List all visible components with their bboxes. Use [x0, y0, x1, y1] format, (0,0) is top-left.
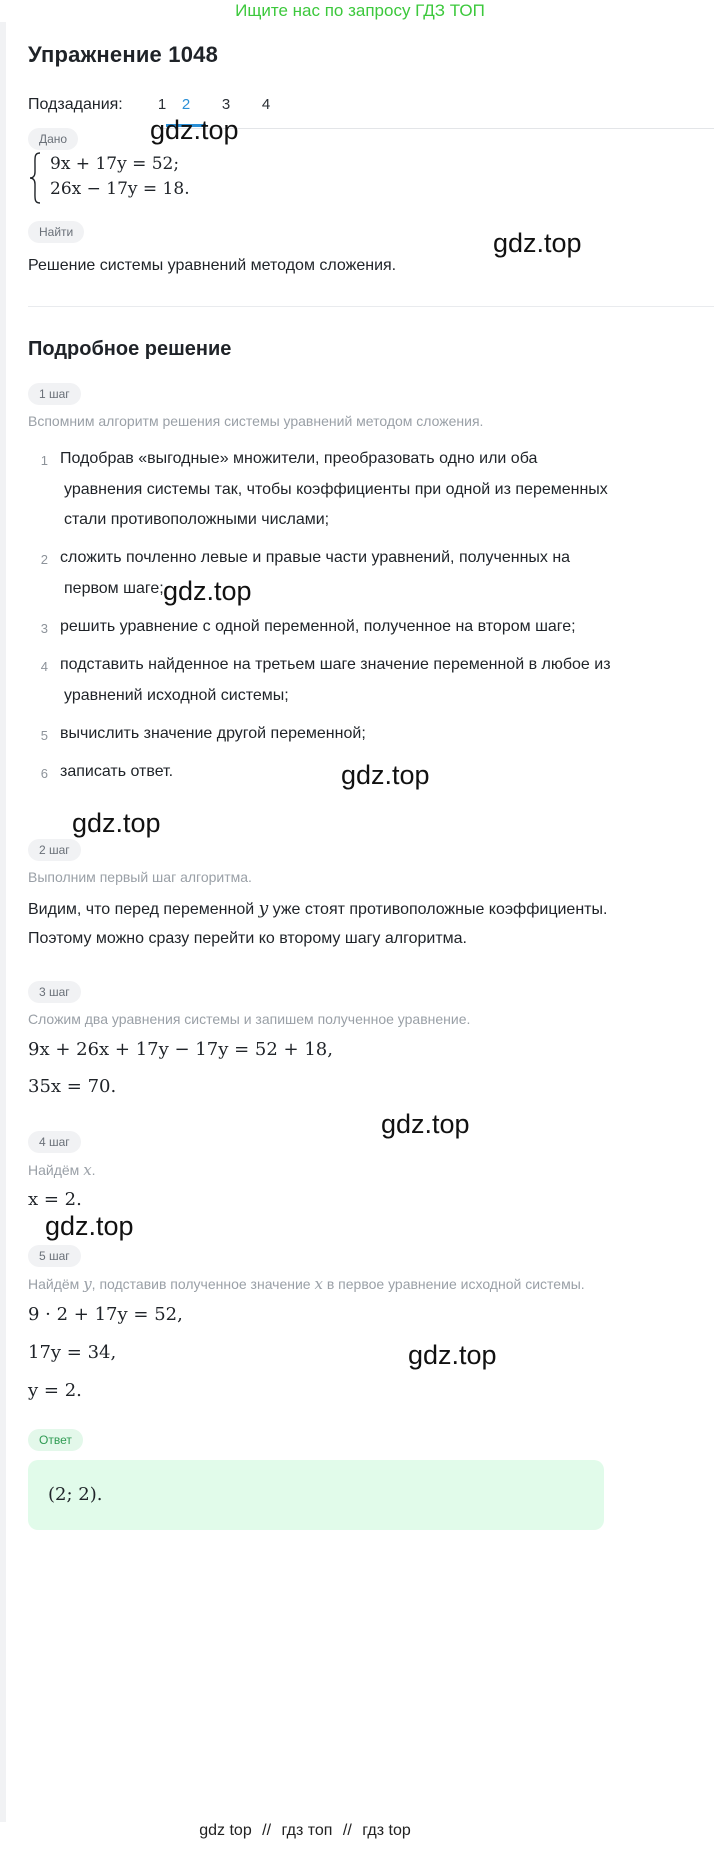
- step-3-equation-1: 9x + 26x + 17y − 17y = 52 + 18,: [28, 1039, 333, 1060]
- tab-subtask-1[interactable]: 1: [157, 96, 167, 113]
- step-3-subtitle: Сложим два уравнения системы и запишем полученное уравнение.: [28, 1011, 471, 1027]
- footer-separator: //: [262, 1822, 272, 1839]
- watermark: gdz.top: [493, 228, 582, 258]
- tab-subtask-4[interactable]: 4: [261, 96, 271, 113]
- equation-system: [28, 152, 228, 204]
- watermark: gdz.top: [72, 808, 161, 838]
- system-equation-1: 9x + 17y = 52;: [50, 154, 180, 174]
- watermark: gdz.top: [45, 1211, 134, 1241]
- step-2-line-2: Поэтому можно сразу перейти ко второму шагу алгоритма.: [28, 930, 467, 947]
- find-text: Решение системы уравнений методом сложения.: [28, 257, 397, 274]
- step-2-line-1: [28, 899, 607, 919]
- list-item-line: подставить найденное на третьем шаге значение переменной в любое из: [60, 656, 611, 673]
- step-5-subtitle-text: в первое уравнение исходной системы.: [326, 1276, 585, 1292]
- variable-y: y: [83, 1275, 92, 1293]
- variable-x: x: [83, 1161, 92, 1179]
- step-2-subtitle: Выполним первый шаг алгоритма.: [28, 869, 252, 885]
- step-1-subtitle: Вспомним алгоритм решения системы уравнений методом сложения.: [28, 413, 484, 429]
- step-2-line-1-start: Видим, что перед переменной: [28, 901, 255, 918]
- tab-subtask-2[interactable]: 2: [166, 84, 206, 127]
- step-4-tag: 4 шаг: [28, 1131, 81, 1153]
- system-equation-2: 26x − 17y = 18.: [50, 179, 190, 199]
- list-item-line: сложить почленно левые и правые части уравнений, полученных на: [60, 549, 571, 566]
- divider: [28, 306, 714, 307]
- brace-icon: [28, 152, 42, 204]
- step-3-tag: 3 шаг: [28, 981, 81, 1003]
- find-tag: Найти: [28, 221, 84, 243]
- footer-separator: //: [342, 1822, 352, 1839]
- watermark: gdz.top: [381, 1109, 470, 1139]
- watermark: gdz.top: [408, 1340, 497, 1370]
- footer-link-gdz-top-ru[interactable]: гдз топ: [281, 1822, 333, 1839]
- list-item-line: вычислить значение другой переменной;: [60, 725, 366, 742]
- exercise-card: [6, 22, 714, 1822]
- page-title: Упражнение 1048: [28, 42, 219, 67]
- list-item-line: Подобрав «выгодные» множители, преобразовать одно или оба: [60, 450, 538, 467]
- subtask-tabs: [156, 84, 714, 129]
- step-5-subtitle-text: , подставив полученное значение: [91, 1276, 311, 1292]
- list-item-line: решить уравнение с одной переменной, полученное на втором шаге;: [60, 618, 576, 635]
- footer-link-gdz-top-mixed[interactable]: гдз top: [362, 1822, 411, 1839]
- subtasks-label: Подзадания:: [28, 96, 123, 113]
- answer-box: [28, 1460, 604, 1530]
- variable-x: x: [314, 1275, 323, 1293]
- step-5-equation-3: y = 2.: [28, 1380, 82, 1401]
- list-item-line: первом шаге;: [64, 579, 164, 597]
- step-2-tag: 2 шаг: [28, 839, 81, 861]
- footer-links: [0, 1822, 610, 1840]
- step-4-subtitle-text: Найдём: [28, 1162, 80, 1178]
- watermark: gdz.top: [150, 115, 239, 145]
- list-item-number: 4: [40, 659, 48, 674]
- answer-tag: Ответ: [28, 1429, 83, 1451]
- step-5-equation-2: 17y = 34,: [28, 1342, 117, 1363]
- list-item-number: 3: [40, 621, 48, 636]
- footer-link-gdz-top[interactable]: gdz top: [199, 1822, 252, 1839]
- list-item-line: уравнений исходной системы;: [64, 686, 289, 704]
- watermark: gdz.top: [341, 760, 430, 790]
- list-item: [60, 444, 630, 536]
- tab-subtask-3[interactable]: 3: [221, 96, 231, 113]
- solution-title: Подробное решение: [28, 338, 232, 360]
- list-item-number: 1: [40, 453, 48, 468]
- list-item: [60, 543, 630, 604]
- list-item-number: 2: [40, 552, 48, 567]
- step-4-subtitle: [28, 1161, 96, 1179]
- search-banner: Ищите нас по запросу ГДЗ ТОП: [235, 1, 485, 20]
- given-tag: Дано: [28, 128, 78, 150]
- step-2-line-1-end: уже стоят противоположные коэффициенты.: [272, 901, 608, 918]
- step-5-equation-1: 9 · 2 + 17y = 52,: [28, 1304, 183, 1325]
- step-4-equation-1: x = 2.: [28, 1189, 82, 1210]
- step-1-tag: 1 шаг: [28, 383, 81, 405]
- list-item-number: 6: [40, 766, 48, 781]
- variable-y: y: [258, 899, 269, 919]
- list-item-line: стали противоположными числами;: [64, 511, 330, 528]
- step-3-equation-2: 35x = 70.: [28, 1076, 117, 1097]
- step-4-subtitle-end: .: [91, 1162, 96, 1178]
- list-item: [60, 612, 630, 643]
- step-5-tag: 5 шаг: [28, 1245, 81, 1267]
- list-item-line: записать ответ.: [60, 763, 174, 780]
- step-5-subtitle-text: Найдём: [28, 1276, 80, 1292]
- watermark: gdz.top: [163, 576, 252, 606]
- list-item: [60, 719, 630, 750]
- list-item: [60, 650, 630, 711]
- step-5-subtitle: [28, 1275, 585, 1293]
- list-item-line: уравнения системы так, чтобы коэффициенты при одной из переменных: [64, 480, 608, 498]
- answer-value: (2; 2).: [48, 1484, 103, 1505]
- list-item-number: 5: [40, 728, 48, 743]
